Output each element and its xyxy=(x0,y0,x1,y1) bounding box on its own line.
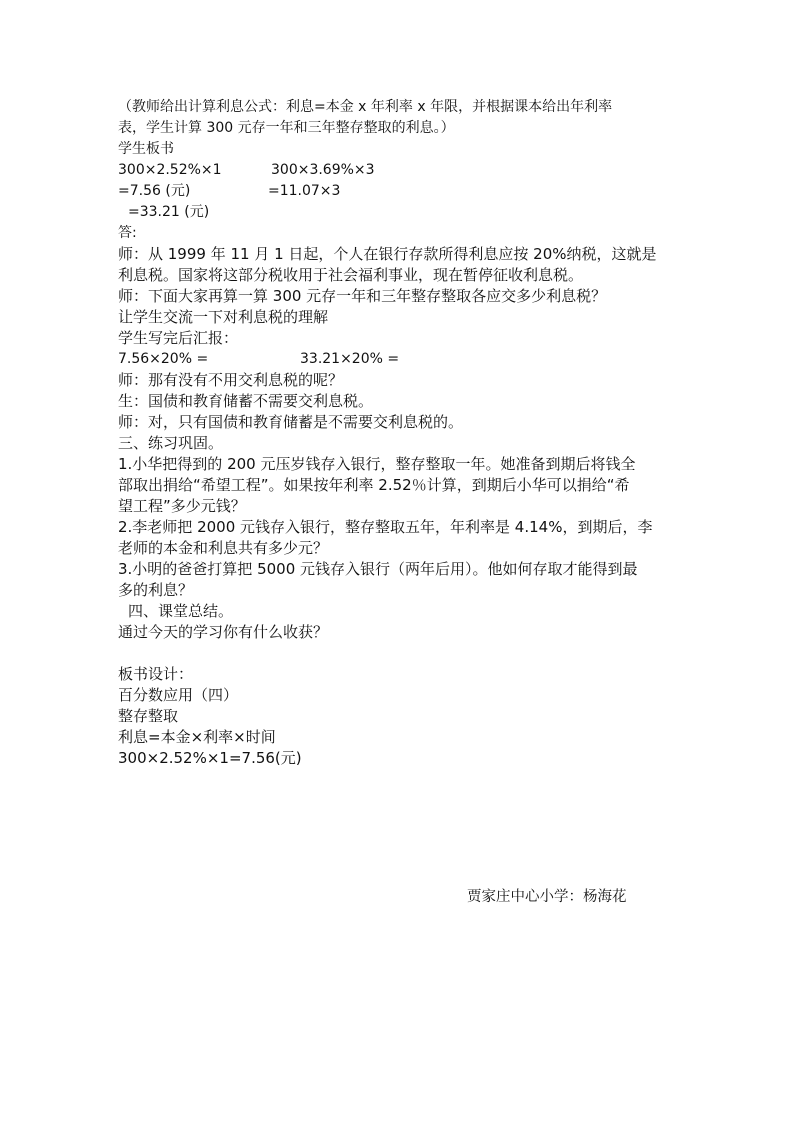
author-signature: 贾家庄中心小学：杨海花 xyxy=(467,889,627,905)
section-summary: 四、课堂总结。 xyxy=(128,602,234,620)
calc-row3: =33.21 (元) xyxy=(128,204,210,220)
intro-line-1: （教师给出计算利息公式：利息=本金 x 年利率 x 年限，并根据课本给出年利率 xyxy=(118,99,613,115)
tax-line-4: 让学生交流一下对利息税的理解 xyxy=(118,308,329,326)
board-design-formula: 利息=本金×利率×时间 xyxy=(118,728,276,746)
calc-row2-right: =11.07×3 xyxy=(268,183,341,199)
tax-row-right: 33.21×20% = xyxy=(300,351,400,367)
dialog-line-1: 师：那有没有不用交利息税的呢？ xyxy=(118,371,344,389)
summary-question: 通过今天的学习你有什么收获？ xyxy=(118,623,329,641)
intro-line-2: 表，学生计算 300 元存一年和三年整存整取的利息。） xyxy=(118,120,455,136)
tax-row-left: 7.56×20% = xyxy=(118,351,209,367)
report-line: 学生写完后汇报： xyxy=(118,329,239,347)
dialog-line-2: 生：国债和教育储蓄不需要交利息税。 xyxy=(118,392,374,410)
tax-line-2: 利息税。国家将这部分税收用于社会福利事业，现在暂停征收利息税。 xyxy=(118,266,584,284)
tax-line-3: 师：下面大家再算一算 300 元存一年和三年整存整取各应交多少利息税？ xyxy=(118,287,607,305)
exercise-1-line-3: 望工程”多少元钱？ xyxy=(118,497,246,515)
exercise-1-line-1: 1.小华把得到的 200 元压岁钱存入银行，整存整取一年。她准备到期后将钱全 xyxy=(118,455,636,473)
calc-row1-left: 300×2.52%×1 xyxy=(118,162,222,178)
board-design-subtitle: 整存整取 xyxy=(118,707,179,725)
calc-row2-left: =7.56 (元) xyxy=(118,183,191,199)
exercise-2-line-1: 2.李老师把 2000 元钱存入银行，整存整取五年，年利率是 4.14%，到期后，李 xyxy=(118,518,653,536)
exercise-1-line-2: 部取出捐给“希望工程”。如果按年利率 2.52％计算，到期后小华可以捐给“希 xyxy=(118,476,630,494)
answer-label: 答: xyxy=(118,225,137,241)
exercise-3-line-1: 3.小明的爸爸打算把 5000 元钱存入银行（两年后用）。他如何存取才能得到最 xyxy=(118,560,638,578)
exercise-3-line-2: 多的利息？ xyxy=(118,581,194,599)
dialog-line-3: 师：对，只有国债和教育储蓄是不需要交利息税的。 xyxy=(118,413,464,431)
tax-line-1: 师：从 1999 年 11 月 1 日起，个人在银行存款所得利息应按 20%纳税，这就是 xyxy=(118,245,657,263)
section-practice: 三、练习巩固。 xyxy=(118,434,224,452)
calc-row1-right: 300×3.69%×3 xyxy=(271,162,375,178)
board-heading: 学生板书 xyxy=(118,141,174,157)
board-design-heading: 板书设计： xyxy=(118,665,194,683)
board-design-example: 300×2.52%×1=7.56(元) xyxy=(118,749,302,767)
board-design-title: 百分数应用（四） xyxy=(118,686,239,704)
exercise-2-line-2: 老师的本金和利息共有多少元？ xyxy=(118,539,329,557)
